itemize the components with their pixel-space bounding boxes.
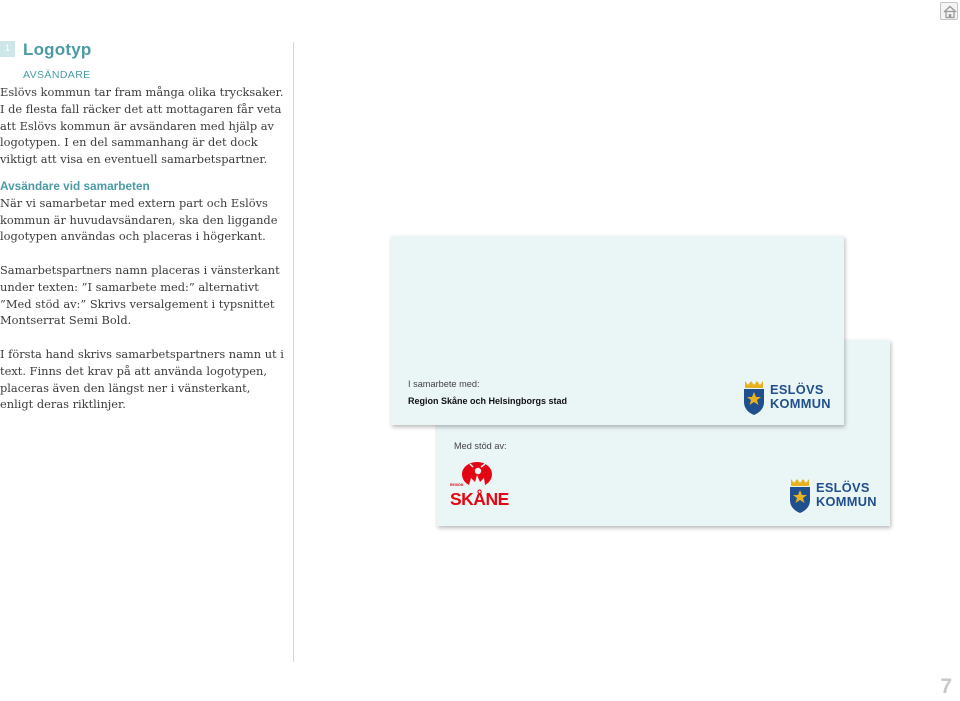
intro-paragraph: Eslövs kommun tar fram många olika trycksaker. I de flesta fall räcker det att mottagaren får veta att Eslövs kommun är avsändaren med hjälp av logotypen. I en del sammanhang är det dock viktigt att visa en eventuell samarbetspartner.: [0, 85, 284, 167]
column-divider: [293, 42, 294, 662]
section-number-badge: 1: [0, 41, 15, 57]
logo-line1: ESLÖVS: [770, 382, 824, 397]
paragraph-gap: [0, 329, 285, 346]
support-label: Med stöd av:: [454, 441, 507, 451]
logo-line1: ESLÖVS: [816, 480, 870, 495]
home-button[interactable]: [940, 2, 958, 20]
body-text-column: [0, 84, 285, 413]
page-number: 7: [940, 675, 952, 698]
coat-of-arms-icon: [742, 380, 766, 416]
example-card-front: [391, 236, 844, 425]
eslovs-kommun-wordmark: [770, 383, 831, 410]
page-title: Logotyp: [23, 40, 92, 59]
eslovs-kommun-logo-back: [788, 478, 878, 514]
paragraph-gap: [0, 245, 285, 262]
region-skane-sub: REGION: [450, 483, 464, 487]
page-subtitle: AVSÄNDARE: [23, 69, 91, 81]
logo-line2: KOMMUN: [816, 493, 877, 509]
region-skane-word: SKÅNE: [450, 489, 509, 509]
logo-line2: KOMMUN: [770, 395, 831, 411]
partner-name: Region Skåne och Helsingborgs stad: [408, 396, 568, 406]
section-heading: Avsändare vid samarbeten: [0, 178, 150, 193]
coat-of-arms-icon: [788, 478, 812, 514]
paragraph-placement: När vi samarbetar med extern part och Eslövs kommun är huvudavsändaren, ska den liggande logotypen användas och placeras i högerkant.: [0, 195, 278, 244]
eslovs-kommun-logo-front: [742, 380, 832, 416]
collaboration-label: I samarbete med:: [408, 379, 480, 389]
home-icon: [941, 3, 959, 21]
region-skane-logo: [450, 462, 510, 514]
paragraph-partner-name: Samarbetspartners namn placeras i vänsterkant under texten: ”I samarbete med:” alternativt ”Med stöd av:” Skrivs versalgement i typsnittet Montserrat Semi Bold.: [0, 262, 280, 328]
paragraph-partner-logo: I första hand skrivs samarbetspartners namn ut i text. Finns det krav på att använda logotypen, placeras även den längst ner i vänsterkant, enligt deras riktlinjer.: [0, 346, 284, 412]
eslovs-kommun-wordmark: [816, 481, 877, 508]
